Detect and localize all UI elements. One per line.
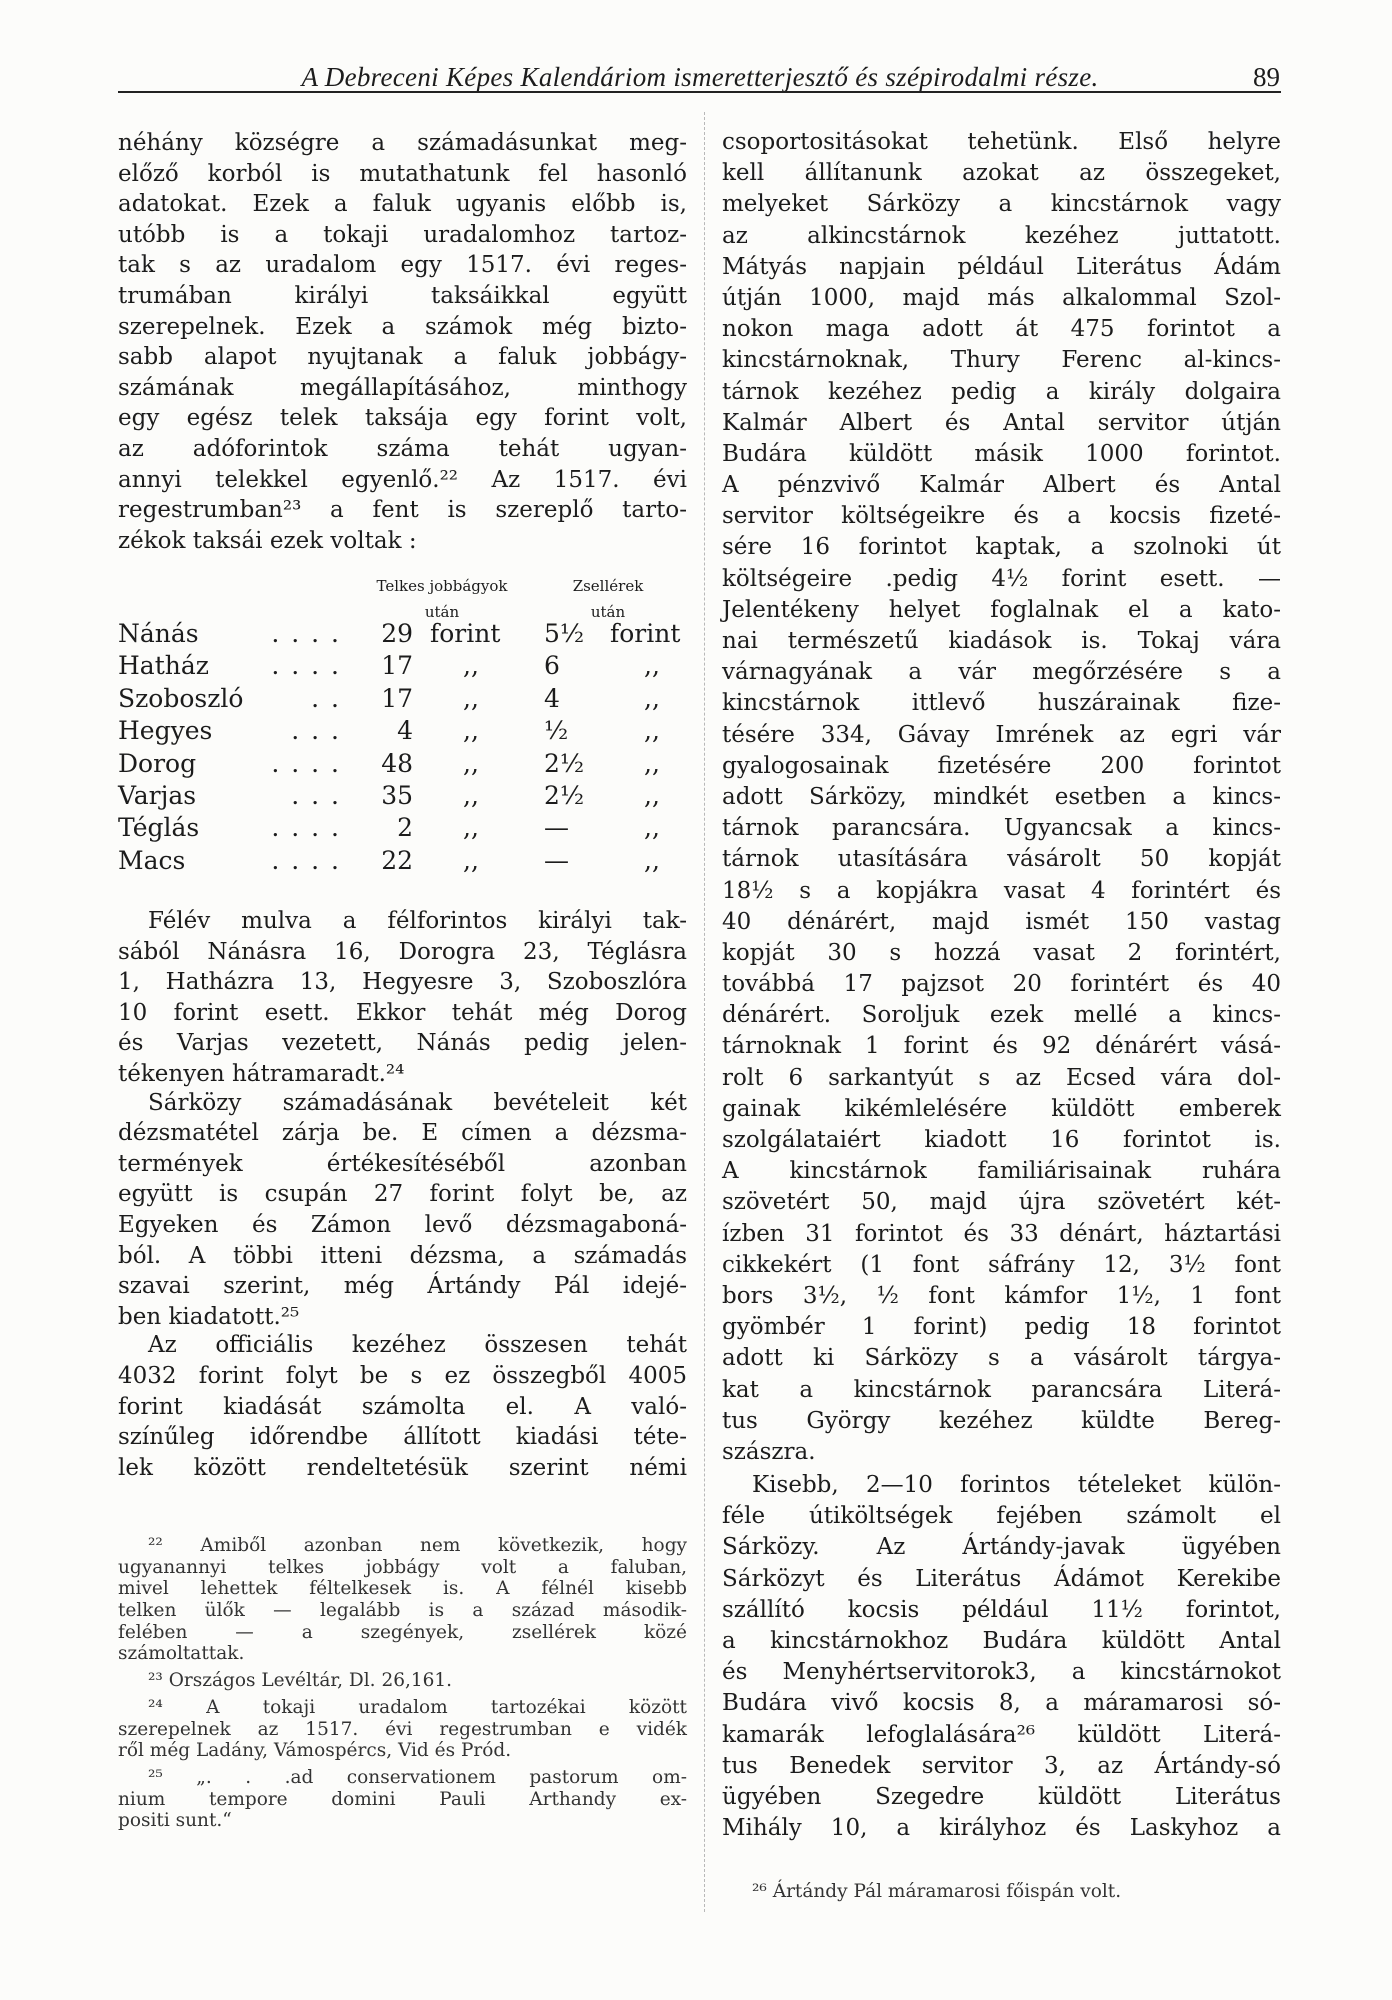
header-label: után [590, 603, 626, 621]
telkes-value: 29 [381, 619, 413, 648]
text-line: előző korból is mutathatunk fel hasonló [118, 160, 687, 187]
text-line: 18½ s a kopjákra vasat 4 forintért és [722, 877, 1281, 904]
table-row [118, 748, 718, 780]
text-line: Egyeken és Zámon levő dézsmagaboná- [118, 1211, 687, 1238]
text-line: annyi telekkel egyenlő.²² Az 1517. évi [118, 466, 687, 493]
dot-leader: . . . [291, 781, 341, 810]
paragraph [118, 906, 687, 1090]
zseller-value: 2½ [544, 781, 585, 810]
village-name: Nánás [118, 619, 199, 648]
text-line: sére 16 forintot kaptak, a szolnoki út [722, 534, 1281, 561]
text-line: az alkincstárnok kezéhez juttatott. [722, 222, 1281, 249]
telkes-unit: ,, [463, 748, 479, 778]
left-footnotes [118, 1535, 687, 1832]
text-line: Sárközy. Az Ártándy-javak ügyében [722, 1534, 1281, 1561]
text-line: utóbb is a tokaji uradalomhoz tartoz- [118, 221, 687, 248]
text-line: nokon maga adott át 475 forintot a [722, 316, 1281, 343]
zseller-unit: ,, [644, 813, 660, 843]
text-line: kell állítanunk azokat az összegeket, [722, 160, 1281, 187]
running-header: A Debreceni Képes Kalendáriom ismeretterjesztő és szépirodalmi része. [301, 62, 1099, 92]
footnote-line: positi sunt.“ [118, 1810, 232, 1832]
table-row [118, 618, 718, 650]
text-line: adott ki Sárközy s a vásárolt tárgya- [722, 1345, 1281, 1372]
left-paragraphs [118, 906, 687, 1483]
right-paragraphs [722, 127, 1281, 1844]
telkes-value: 48 [381, 748, 413, 778]
footnote-line: ről még Ladány, Vámospércs, Vid és Pród. [118, 1740, 512, 1762]
text-line: tárnok parancsára. Ugyancsak a kincs- [722, 815, 1281, 842]
text-line: adatokat. Ezek a faluk ugyanis előbb is, [118, 191, 687, 218]
text-line: lek között rendeltetésük szerint némi [118, 1454, 687, 1481]
zseller-unit: ,, [644, 683, 660, 713]
zseller-value: ½ [544, 716, 569, 746]
text-line: kat a kincstárnok parancsára Literá- [722, 1376, 1281, 1403]
zseller-value: 4 [544, 683, 560, 713]
taxation-table [118, 573, 687, 913]
text-line: tésére 334, Gávay Imrének az egri vár [722, 721, 1281, 748]
text-line: adott Sárközy, mindkét esetben a kincs- [722, 783, 1281, 810]
text-line: kopját 30 s hozzá vasat 2 forintért, [722, 939, 1281, 966]
footnote-line: ²⁴ A tokaji uradalom tartozékai között [148, 1696, 687, 1718]
dot-leader: . . . . [271, 619, 341, 648]
zseller-value: 6 [544, 651, 560, 681]
text-line: együtt is csupán 27 forint folyt be, az [118, 1181, 687, 1208]
telkes-unit: ,, [463, 683, 479, 713]
telkes-unit: ,, [463, 651, 479, 681]
text-line: melyeket Sárközy a kincstárnok vagy [722, 191, 1281, 218]
village-name: Hatház [118, 651, 209, 681]
village-name: Macs [118, 845, 186, 875]
footnote-line: nium tempore domini Pauli Arthandy ex- [118, 1788, 687, 1810]
zseller-unit: forint [610, 619, 681, 648]
text-line: az adóforintok száma tehát ugyan- [118, 435, 687, 462]
text-line: szerepelnek. Ezek a számok még bizto- [118, 313, 687, 340]
text-line: forint kiadását számolta el. A való- [118, 1393, 687, 1420]
text-line: továbbá 17 pajzsot 20 forintért és 40 [722, 971, 1281, 998]
text-line: kincstárnoknak, Thury Ferenc al-kincs- [722, 347, 1281, 374]
telkes-value: 35 [381, 781, 413, 810]
footnote [118, 1697, 687, 1762]
text-line: szövetért 50, majd újra szövetért két- [722, 1189, 1281, 1216]
paragraph [118, 128, 687, 556]
text-line: tárnok utasítására vásárolt 50 kopját [722, 846, 1281, 873]
zseller-unit: ,, [644, 845, 660, 875]
telkes-unit: ,, [463, 716, 479, 746]
village-name: Dorog [118, 748, 197, 778]
table-row [118, 845, 718, 877]
text-line: Mihály 10, a királyhoz és Laskyhoz a [722, 1815, 1281, 1842]
text-line: tárnok kezéhez pedig a király dolgaira [722, 378, 1281, 405]
paragraph [118, 1088, 687, 1333]
column-divider [704, 112, 705, 1912]
text-line: ból. A többi itteni dézsma, a számadás [118, 1242, 687, 1269]
dot-leader: . . . . [271, 845, 341, 875]
text-line: útján 1000, majd más alkalommal Szol- [722, 284, 1281, 311]
header-label: Telkes jobbágyok [376, 577, 508, 595]
text-line: regestrumban²³ a fent is szereplő tarto- [118, 497, 687, 524]
dot-leader: . . . . [271, 651, 341, 681]
text-line: és Varjas vezetett, Nánás pedig jelen- [118, 1030, 687, 1057]
text-line: zékok taksái ezek voltak : [118, 527, 417, 554]
text-line: Budára küldött másik 1000 forintot. [722, 440, 1281, 467]
village-name: Hegyes [118, 716, 213, 746]
text-line: gyalogosainak fizetésére 200 forintot [722, 752, 1281, 779]
text-line: 4032 forint folyt be s ez összegből 4005 [118, 1362, 687, 1389]
text-line: 1, Hatházra 13, Hegyesre 3, Szoboszlóra [118, 969, 687, 996]
footnote-line: ²² Amiből azonban nem következik, hogy [148, 1535, 687, 1556]
dot-leader: . . [311, 683, 341, 713]
text-line: rolt 6 sarkantyút s az Ecsed vára dol- [722, 1064, 1281, 1091]
text-line: termények értékesítéséből azonban [118, 1150, 687, 1177]
footnote-line: szerepelnek az 1517. évi regestrumban e vidék [118, 1718, 687, 1740]
telkes-value: 17 [381, 683, 413, 713]
zseller-unit: ,, [644, 651, 660, 681]
telkes-unit: ,, [463, 813, 479, 843]
text-line: szállító kocsis például 11½ forintot, [722, 1596, 1281, 1623]
footnote-line: mivel lehettek féltelkesek is. A félnél kisebb [118, 1578, 687, 1600]
text-line: bors 3½, ½ font kámfor 1½, 1 font [722, 1282, 1281, 1309]
footnote-line: telken ülők — legalább is a század második- [118, 1600, 687, 1622]
footnote-line: ²⁵ „. . .ad conservationem pastorum om- [148, 1766, 687, 1788]
zseller-unit: ,, [644, 716, 660, 746]
text-line: Az officiális kezéhez összesen tehát [148, 1332, 687, 1359]
header-label: után [424, 603, 460, 621]
footnote-line: ²⁶ Ártándy Pál máramarosi főispán volt. [752, 1881, 1122, 1902]
zseller-value: — [544, 813, 569, 843]
text-line: tus Benedek servitor 3, az Ártándy-só [722, 1752, 1281, 1779]
footnote [118, 1535, 687, 1665]
zseller-unit: ,, [644, 781, 660, 810]
zseller-value: — [544, 845, 569, 875]
telkes-value: 17 [381, 651, 413, 681]
text-line: Sárközy számadásának bevételeit két [148, 1089, 687, 1116]
footnote-line: számoltattak. [118, 1643, 245, 1665]
zseller-value: 5½ [544, 619, 585, 648]
text-line: nai természetű kiadások is. Tokaj vára [722, 628, 1281, 654]
text-line: Jelentékeny helyet foglalnak el a kato- [722, 596, 1281, 623]
text-line: 10 forint esett. Ekkor tehát még Dorog [118, 999, 687, 1026]
right-footnotes [722, 1881, 1281, 1903]
text-line: cikkekért (1 font sáfrány 12, 3½ font [722, 1251, 1281, 1278]
footnote-line: ugyanannyi telkes jobbágy volt a faluban, [118, 1556, 687, 1578]
text-line: dénárért. Soroljuk ezek mellé a kincs- [722, 1002, 1281, 1029]
telkes-unit: forint [430, 619, 501, 648]
text-line: a kincstárnokhoz Budára küldött Antal [722, 1628, 1281, 1654]
text-line: egy egész telek taksája egy forint volt, [118, 405, 687, 432]
village-name: Szoboszló [118, 683, 244, 713]
text-line: servitor költségeikre és a kocsis fizeté- [722, 503, 1281, 530]
text-line: trumában királyi taksáikkal együtt [118, 282, 687, 309]
header-rule [118, 91, 1281, 93]
text-line: színűleg időrendbe állított kiadási téte- [118, 1424, 687, 1451]
paragraph [722, 1470, 1281, 1844]
telkes-value: 2 [397, 813, 413, 843]
dot-leader: . . . [291, 716, 341, 746]
village-name: Varjas [118, 781, 197, 810]
text-line: szászra. [722, 1438, 816, 1465]
text-line: Kalmár Albert és Antal servitor útján [722, 409, 1281, 436]
text-line: gyömbér 1 forint) pedig 18 forintot [722, 1314, 1281, 1341]
text-line: Mátyás napjain például Literátus Ádám [722, 253, 1281, 280]
dot-leader: . . . . [271, 748, 341, 778]
text-line: ízben 31 forintot és 33 dénárt, háztartási [722, 1220, 1281, 1247]
paragraph [118, 1330, 687, 1483]
text-line: várnagyának a vár megőrzésére s a [722, 659, 1281, 686]
text-line: féle útiköltségek fejében számolt el [722, 1503, 1281, 1530]
text-line: gainak kikémlelésére küldött emberek [722, 1095, 1281, 1122]
page-number: 89 [1253, 62, 1280, 92]
text-line: számának megállapításához, minthogy [118, 374, 687, 401]
table-row [118, 683, 718, 715]
text-line: Félév mulva a félforintos királyi tak- [148, 908, 687, 934]
zseller-unit: ,, [644, 748, 660, 778]
footnote-line: ²³ Országos Levéltár, Dl. 26,161. [148, 1670, 453, 1692]
text-line: sabb alapot nyujtanak a faluk jobbágy- [118, 344, 687, 371]
footnote-line: felében — a szegények, zsellérek közé [118, 1621, 687, 1643]
header-label: Zsellérek [572, 577, 644, 595]
table-row [118, 715, 718, 747]
text-line: Budára vivő kocsis 8, a máramarosi só- [722, 1690, 1281, 1717]
text-line: tárnoknak 1 forint és 92 dénárért vásá- [722, 1033, 1281, 1060]
table-row [118, 812, 718, 844]
telkes-value: 4 [397, 716, 413, 746]
text-line: kincstárnok ittlevő huszárainak fize- [722, 690, 1281, 717]
paragraph [722, 127, 1281, 1468]
text-line: kamarák lefoglalására²⁶ küldött Literá- [722, 1721, 1281, 1748]
dot-leader: . . . . [271, 813, 341, 843]
footnote [118, 1767, 687, 1832]
text-line: csoportositásokat tehetünk. Első helyre [722, 129, 1281, 155]
footnote [722, 1881, 1281, 1903]
text-line: szavai szerint, még Ártándy Pál idejé- [118, 1273, 687, 1300]
telkes-unit: ,, [463, 845, 479, 875]
text-line: költségeire .pedig 4½ forint esett. — [722, 565, 1281, 592]
text-line: ben kiadatott.²⁵ [118, 1303, 300, 1330]
text-line: szolgálataiért kiadott 16 forintot is. [722, 1127, 1281, 1153]
text-line: Sárközyt és Literátus Ádámot Kerekibe [722, 1565, 1281, 1592]
text-line: tékenyen hátramaradt.²⁴ [118, 1060, 405, 1087]
text-line: ügyében Szegedre küldött Literátus [722, 1783, 1281, 1810]
text-line: A pénzvivő Kalmár Albert és Antal [722, 472, 1281, 499]
text-line: tak s az uradalom egy 1517. évi reges- [118, 252, 687, 279]
text-line: és Menyhértservitorok3, a kincstárnokot [722, 1659, 1281, 1686]
text-line: 40 dénárért, majd ismét 150 vastag [722, 908, 1281, 935]
text-line: dézsmatétel zárja be. E címen a dézsma- [118, 1120, 687, 1147]
table-row [118, 780, 718, 812]
zseller-value: 2½ [544, 748, 585, 778]
left-intro [118, 128, 687, 556]
text-line: A kincstárnok familiárisainak ruhára [722, 1158, 1281, 1185]
telkes-unit: ,, [463, 781, 479, 810]
telkes-value: 22 [381, 845, 413, 875]
village-name: Téglás [118, 813, 200, 843]
text-line: sából Nánásra 16, Dorogra 23, Téglásra [118, 938, 687, 965]
text-line: Kisebb, 2—10 forintos tételeket külön- [752, 1472, 1281, 1499]
table-row [118, 650, 718, 682]
footnote [118, 1670, 687, 1692]
text-line: néhány községre a számadásunkat meg- [118, 130, 687, 156]
text-line: tus György kezéhez küldte Bereg- [722, 1407, 1281, 1434]
